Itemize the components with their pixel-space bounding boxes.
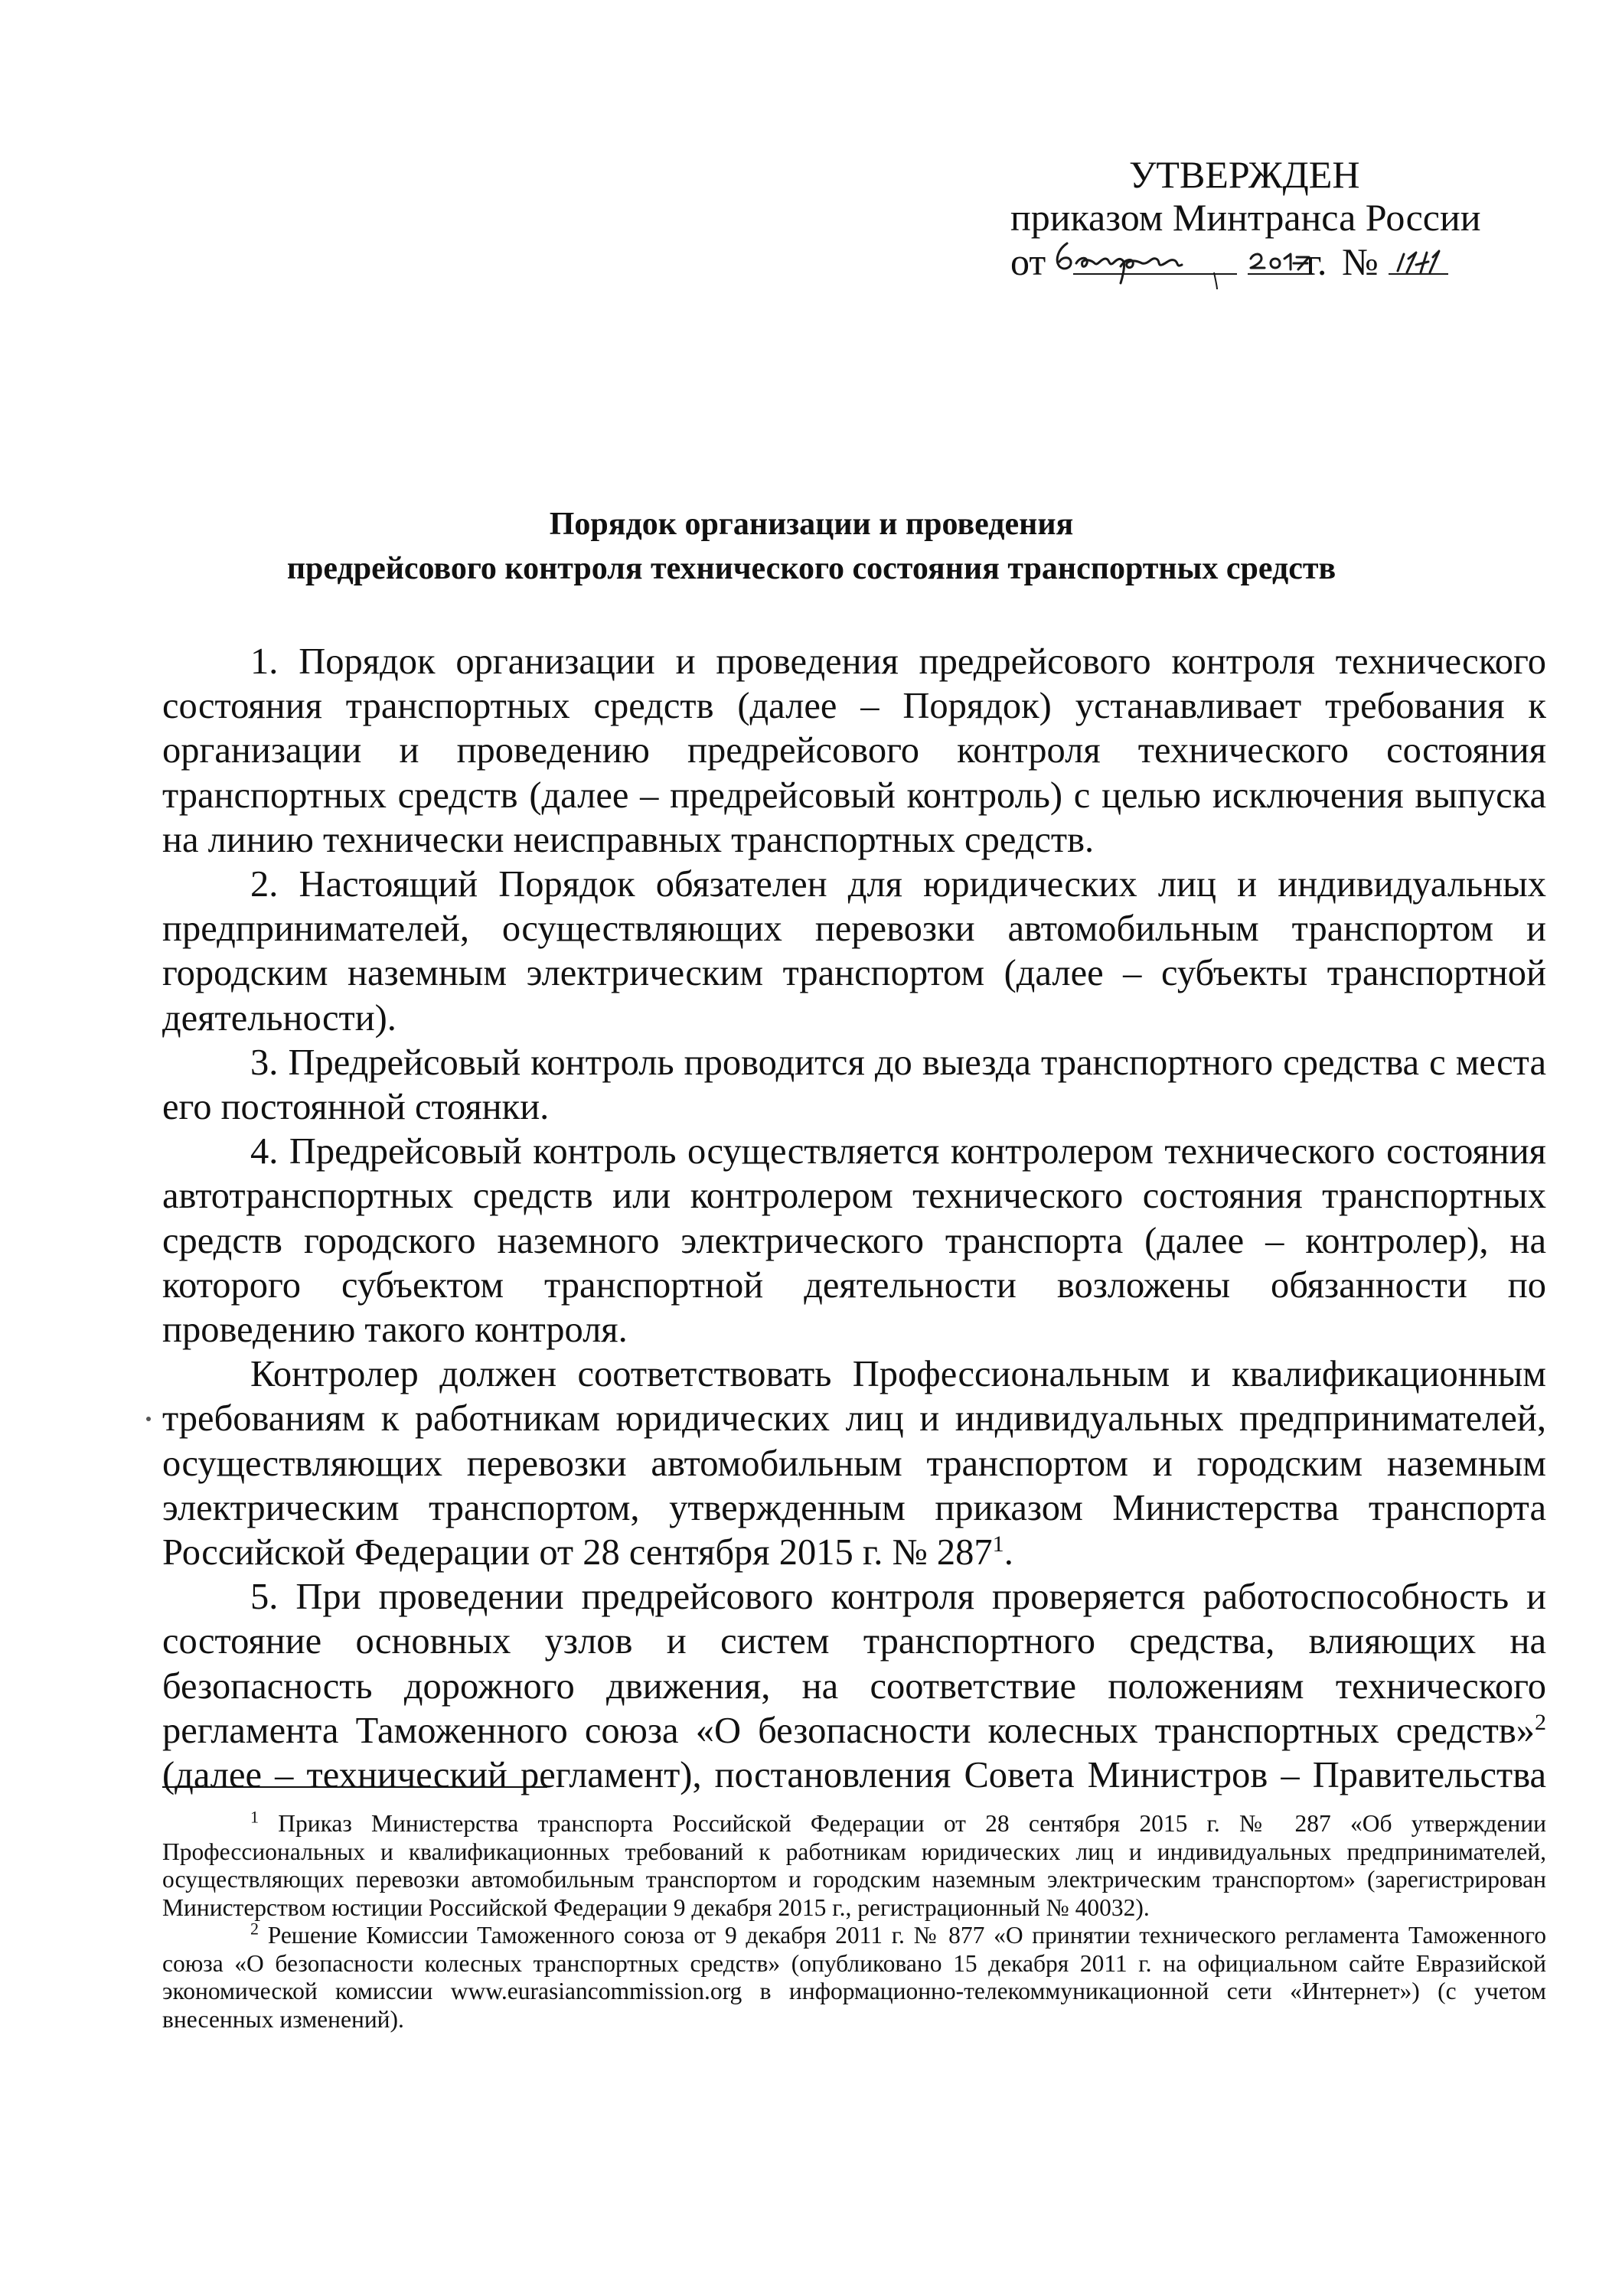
paragraph-text: Контролер должен соответствовать Профессиональным и квалификационным требованиям к работникам юридических лиц и индивидуальных предпринимателей, осуществляющих перевозки автомобильным транспортом и городским наземным электрическим транспортом, утвержденным приказом Министерства транспорта Российской Федерации от 28 сентября 2015 г. № 287	[162, 1354, 1546, 1574]
margin-mark	[146, 1417, 151, 1421]
year-suffix: г.	[1306, 240, 1327, 283]
approval-heading: УТВЕРЖДЕН	[1129, 153, 1360, 196]
title-line-2: предрейсового контроля технического состояния транспортных средств	[286, 551, 1336, 586]
footnote-ref: 2	[1534, 1708, 1546, 1735]
footnote-ref: 1	[992, 1530, 1004, 1557]
approval-date-line	[1010, 240, 1480, 289]
paragraph	[162, 1352, 1546, 1575]
footnote-marker: 1	[250, 1807, 259, 1827]
paragraph-text: .	[1004, 1532, 1013, 1574]
document-title	[153, 502, 1470, 591]
footnotes	[162, 1807, 1546, 2033]
approval-block	[1010, 153, 1480, 289]
document-body	[162, 640, 1546, 1798]
approval-order-line: приказом Минтранса России	[1010, 196, 1481, 239]
paragraph-text: 2. Настоящий Порядок обязателен для юридических лиц и индивидуальных предпринимателей, осуществляющих перевозки автомобильным транспортом и городским наземным электрическим транспортом (далее – субъекты транспортной деятельности).	[162, 864, 1546, 1039]
paragraph-text: 1. Порядок организации и проведения предрейсового контроля технического состояния транспортных средств (далее – Порядок) устанавливает требования к организации и проведению предрейсового контроля технического состояния транспортных средств (далее – предрейсовый контроль) с целью исключения выпуска на линию технически неисправных транспортных средств.	[162, 641, 1546, 860]
handwritten-date-signature	[1050, 236, 1456, 291]
paragraph-text: 4. Предрейсовый контроль осуществляется контролером технического состояния автотранспортных средств или контролером технического состояния транспортных средств городского наземного электрического транспорта (далее – контролер), на которого субъектом транспортной деятельности возложены обязанности по проведению такого контроля.	[162, 1131, 1546, 1351]
paragraph	[162, 1130, 1546, 1352]
paragraph-text: 3. Предрейсовый контроль проводится до выезда транспортного средства с места его постоянной стоянки.	[162, 1042, 1546, 1128]
number-prefix: №	[1342, 240, 1379, 283]
footnote-marker: 2	[250, 1919, 259, 1939]
footnote-text: Приказ Министерства транспорта Российской Федерации от 28 сентября 2015 г. № 287 «Об утверждении Профессиональных и квалификационных требований к работникам юридических лиц и индивидуальных предпринимателей, осуществляющих перевозки автомобильным транспортом и городским наземным электрическим транспортом» (зарегистрирован Министерством юстиции Российской Федерации 9 декабря 2015 г., регистрационный № 40032).	[162, 1810, 1546, 1921]
title-line-1: Порядок организации и проведения	[549, 507, 1074, 542]
date-prefix: от	[1010, 240, 1046, 283]
paragraph	[162, 1575, 1546, 1798]
footnote-separator	[162, 1786, 547, 1788]
footnote-text: Решение Комиссии Таможенного союза от 9 декабря 2011 г. № 877 «О принятии технического регламента Таможенного союза «О безопасности колесных транспортных средств» (опубликовано 15 декабря 2011 г. на официальном сайте Евразийской экономической комиссии www.eurasiancommission.org в информационно-телекоммуникационной сети «Интернет») (с учетом внесенных изменений).	[162, 1922, 1546, 2033]
paragraph	[162, 640, 1546, 863]
paragraph-text: 5. При проведении предрейсового контроля проверяется работоспособность и состояние основных узлов и систем транспортного средства, влияющих на безопасность дорожного движения, на соответствие положениям технического регламента Таможенного союза «О безопасности колесных транспортных средств»	[162, 1577, 1546, 1751]
paragraph	[162, 1041, 1546, 1130]
paragraph-text: (далее – технический регламент), постановления Совета Министров – Правительства	[162, 1755, 1546, 1796]
footnote	[162, 1807, 1546, 1922]
footnote	[162, 1919, 1546, 2033]
paragraph	[162, 863, 1546, 1041]
